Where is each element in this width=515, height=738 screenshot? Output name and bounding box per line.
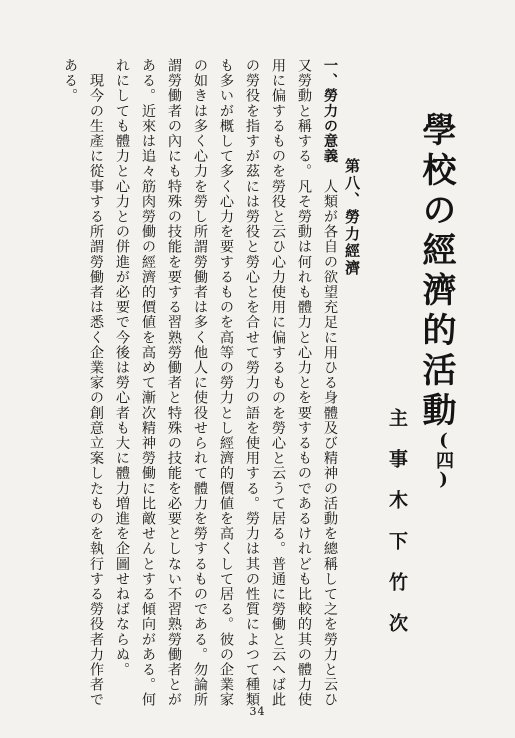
paragraph-heading: 一、勞力の意義 (322, 58, 338, 164)
page-number: 34 (249, 705, 266, 718)
section-heading: 第八、勞力經濟 (343, 158, 361, 277)
article-title (416, 112, 456, 432)
article-title-text: 學校の經濟的活動 (416, 112, 456, 432)
article-body (57, 58, 343, 718)
paragraph-text: 現今の生產に從事する所謂勞働者は悉く企業家の創意立案したものを執行する勞役者力作者である。 (62, 58, 104, 708)
paragraph-text: 人類が各自の欲望充足に用ひる身體及び精神の活動を總稱して之を勞力と云ひ又勞動と稱する。凡そ勞動は何れも體力と心力とを要するものであるけれども比較的其の體力使用に偏するものを勞役と云ひ心力使用に偏するものを勞心と云うて居る。普通に勞働と云へば此の勞役を指すが茲には勞役と勞心とを合せて勞力の語を使用する。勞力は其の性質によつて種類も多いが概して多く心力を要するものを高等の勞力とし經濟的價値を高くして居る。彼の企業家の如きは多く心力を勞し所謂勞働者は多く他人に使役せられて體力を勞するものである。勿論所謂勞働者の內にも特殊の技能を要する習熟勞働者と特殊の技能を必要としない不習熟勞働者とがある。近來は追々筋肉勞働の經濟的價値を高めて漸次精神勞働に比敵せんとする傾向がある。何れにしても體力と心力との併進が必要で今後は勞心者も大に體力増進を企圖せねばならぬ。 (114, 58, 338, 708)
paragraph (57, 58, 109, 718)
paragraph (109, 58, 343, 718)
article-author: 主事木下竹次 (386, 408, 408, 654)
article-series-number: (四) (433, 430, 454, 490)
